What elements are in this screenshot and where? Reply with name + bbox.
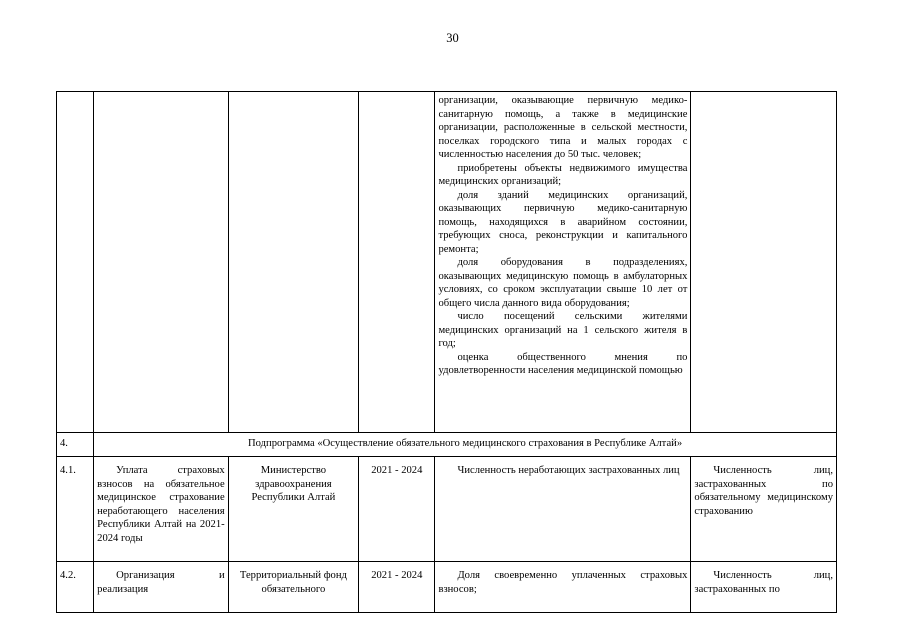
cell-term (359, 92, 435, 433)
indicator-paragraph: доля зданий медицинских организаций, оказывающих первичную медико-санитарную помощь, находящихся в аварийном состоянии, требующих сноса, реконструкции и капитального ремонта; (438, 189, 688, 255)
cell-indicators (435, 92, 691, 433)
result-text: Численность лиц, застрахованных по (694, 570, 833, 595)
cell-number: 4.2. (57, 562, 94, 613)
indicator-paragraph: приобретены объекты недвижимого имущества медицинских организаций; (438, 162, 688, 187)
cell-number (57, 92, 94, 433)
indicator-paragraph: число посещений сельскими жителями медицинских организаций на 1 сельского жителя в год; (438, 311, 688, 349)
cell-indicators (435, 562, 691, 613)
cell-executor: Территориальный фонд обязательного (228, 562, 359, 613)
cell-number: 4.1. (57, 457, 94, 562)
indicator-paragraph: оценка общественного мнения по удовлетворенности населения медицинской помощью (438, 351, 688, 376)
result-text: Численность лиц, застрахованных по обязательному медицинскому страхованию (694, 465, 833, 517)
table-row-continuation (57, 92, 837, 433)
event-name: Уплата страховых взносов на обязательное медицинское страхование неработающего населения Республики Алтай на 2021-2024 годы (97, 465, 225, 544)
table-row (57, 457, 837, 562)
indicator-paragraph: Численность неработающих застрахованных лиц (457, 465, 680, 476)
indicator-paragraph: организации, оказывающие первичную медико-санитарную помощь, а также в медицинские организации, расположенные в сельской местности, поселках городского типа и малых городах с численностью населения до 50 тыс. человек; (438, 95, 688, 160)
cell-indicators (435, 457, 691, 562)
cell-executor (228, 92, 359, 433)
cell-result (691, 562, 837, 613)
cell-term: 2021 - 2024 (359, 457, 435, 562)
cell-name (94, 92, 229, 433)
cell-name (94, 457, 229, 562)
subprogram-number: 4. (57, 433, 94, 457)
table-row (57, 562, 837, 613)
table-row-subprogram (57, 433, 837, 457)
program-table (56, 91, 837, 613)
indicator-paragraph: Доля своевременно уплаченных страховых взносов; (438, 570, 688, 595)
indicator-paragraph: доля оборудования в подразделениях, оказывающих медицинскую помощь в амбулаторных условиях, со сроком эксплуатации свыше 10 лет от общего числа данного вида оборудования; (438, 257, 688, 309)
cell-name (94, 562, 229, 613)
cell-executor: Министерство здравоохранения Республики Алтай (228, 457, 359, 562)
cell-result (691, 92, 837, 433)
cell-term: 2021 - 2024 (359, 562, 435, 613)
subprogram-title: Подпрограмма «Осуществление обязательного медицинского страхования в Республике Алтай» (94, 433, 837, 457)
page-number: 30 (446, 31, 459, 45)
event-name: Организация и реализация (97, 570, 225, 595)
cell-result (691, 457, 837, 562)
